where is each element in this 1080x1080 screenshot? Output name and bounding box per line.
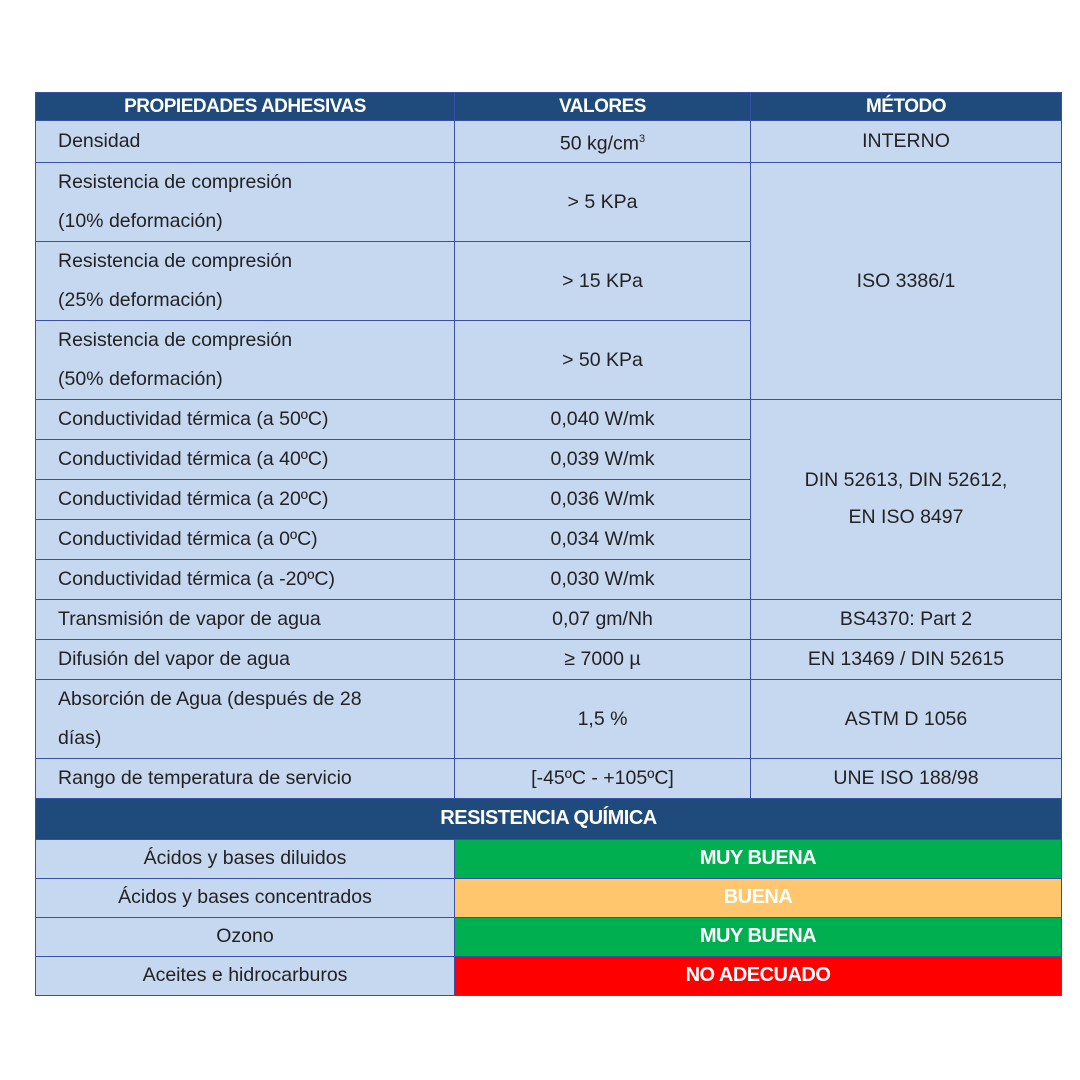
property-line: Resistencia de compresión: [58, 249, 293, 272]
property-line: (50% deformación): [58, 367, 223, 390]
property-cell: Difusión del vapor de agua: [36, 639, 455, 679]
chemical-row: [36, 956, 1062, 995]
header-method: MÉTODO: [751, 93, 1062, 121]
density-exponent: 3: [639, 133, 646, 145]
property-cell: Rango de temperatura de servicio: [36, 758, 455, 798]
chemical-property: Aceites e hidrocarburos: [36, 956, 455, 995]
method-cell: EN 13469 / DIN 52615: [751, 639, 1062, 679]
property-cell: [36, 679, 455, 758]
property-line: días): [58, 726, 102, 749]
row-compression-10: [36, 162, 1062, 241]
property-cell: Conductividad térmica (a 50ºC): [36, 399, 455, 439]
method-cell: ASTM D 1056: [751, 679, 1062, 758]
chemical-row: [36, 878, 1062, 917]
chemical-rating: BUENA: [455, 878, 1062, 917]
value-cell: 0,036 W/mk: [455, 479, 751, 519]
value-cell: 0,039 W/mk: [455, 439, 751, 479]
property-cell: [36, 162, 455, 241]
chemical-resistance-header: [36, 798, 1062, 839]
method-cell: BS4370: Part 2: [751, 599, 1062, 639]
property-cell: Conductividad térmica (a -20ºC): [36, 559, 455, 599]
value-cell: [455, 121, 751, 163]
value-cell: > 50 KPa: [455, 320, 751, 399]
property-cell: Densidad: [36, 121, 455, 163]
method-cell-compression: ISO 3386/1: [751, 162, 1062, 399]
value-cell: ≥ 7000 µ: [455, 639, 751, 679]
density-value: 50 kg/cm: [559, 132, 639, 155]
value-cell: 0,040 W/mk: [455, 399, 751, 439]
property-cell: Transmisión de vapor de agua: [36, 599, 455, 639]
header-value: VALORES: [455, 93, 751, 121]
property-line: Resistencia de compresión: [58, 170, 293, 193]
header-property: PROPIEDADES ADHESIVAS: [36, 93, 455, 121]
property-cell: Conductividad térmica (a 40ºC): [36, 439, 455, 479]
method-line: DIN 52613, DIN 52612,: [804, 469, 1008, 491]
properties-table-container: [35, 92, 1061, 996]
method-cell: INTERNO: [751, 121, 1062, 163]
value-cell: 1,5 %: [455, 679, 751, 758]
value-cell: 0,07 gm/Nh: [455, 599, 751, 639]
chemical-rating: MUY BUENA: [455, 839, 1062, 878]
value-cell: > 15 KPa: [455, 241, 751, 320]
chemical-row: [36, 839, 1062, 878]
row-conductivity-50: [36, 399, 1062, 439]
value-cell: > 5 KPa: [455, 162, 751, 241]
chemical-rating: NO ADECUADO: [455, 956, 1062, 995]
chemical-row: [36, 917, 1062, 956]
value-cell: 0,034 W/mk: [455, 519, 751, 559]
property-line: Absorción de Agua (después de 28: [58, 687, 362, 710]
property-cell: [36, 241, 455, 320]
method-line: EN ISO 8497: [848, 506, 964, 528]
row-temperature-range: [36, 758, 1062, 798]
chemical-property: Ácidos y bases concentrados: [36, 878, 455, 917]
property-cell: Conductividad térmica (a 0ºC): [36, 519, 455, 559]
value-cell: [-45ºC - +105ºC]: [455, 758, 751, 798]
header-row: [36, 93, 1062, 121]
property-line: Resistencia de compresión: [58, 328, 293, 351]
section-title: RESISTENCIA QUÍMICA: [36, 798, 1062, 839]
property-line: (10% deformación): [58, 209, 223, 232]
row-water-absorption: [36, 679, 1062, 758]
row-density: [36, 121, 1062, 163]
chemical-rating: MUY BUENA: [455, 917, 1062, 956]
properties-table: [35, 92, 1062, 996]
value-cell: 0,030 W/mk: [455, 559, 751, 599]
chemical-property: Ozono: [36, 917, 455, 956]
row-vapor-transmission: [36, 599, 1062, 639]
method-cell-conductivity: [751, 399, 1062, 599]
property-cell: [36, 320, 455, 399]
property-line: (25% deformación): [58, 288, 223, 311]
method-cell: UNE ISO 188/98: [751, 758, 1062, 798]
row-vapor-diffusion: [36, 639, 1062, 679]
property-cell: Conductividad térmica (a 20ºC): [36, 479, 455, 519]
chemical-property: Ácidos y bases diluidos: [36, 839, 455, 878]
